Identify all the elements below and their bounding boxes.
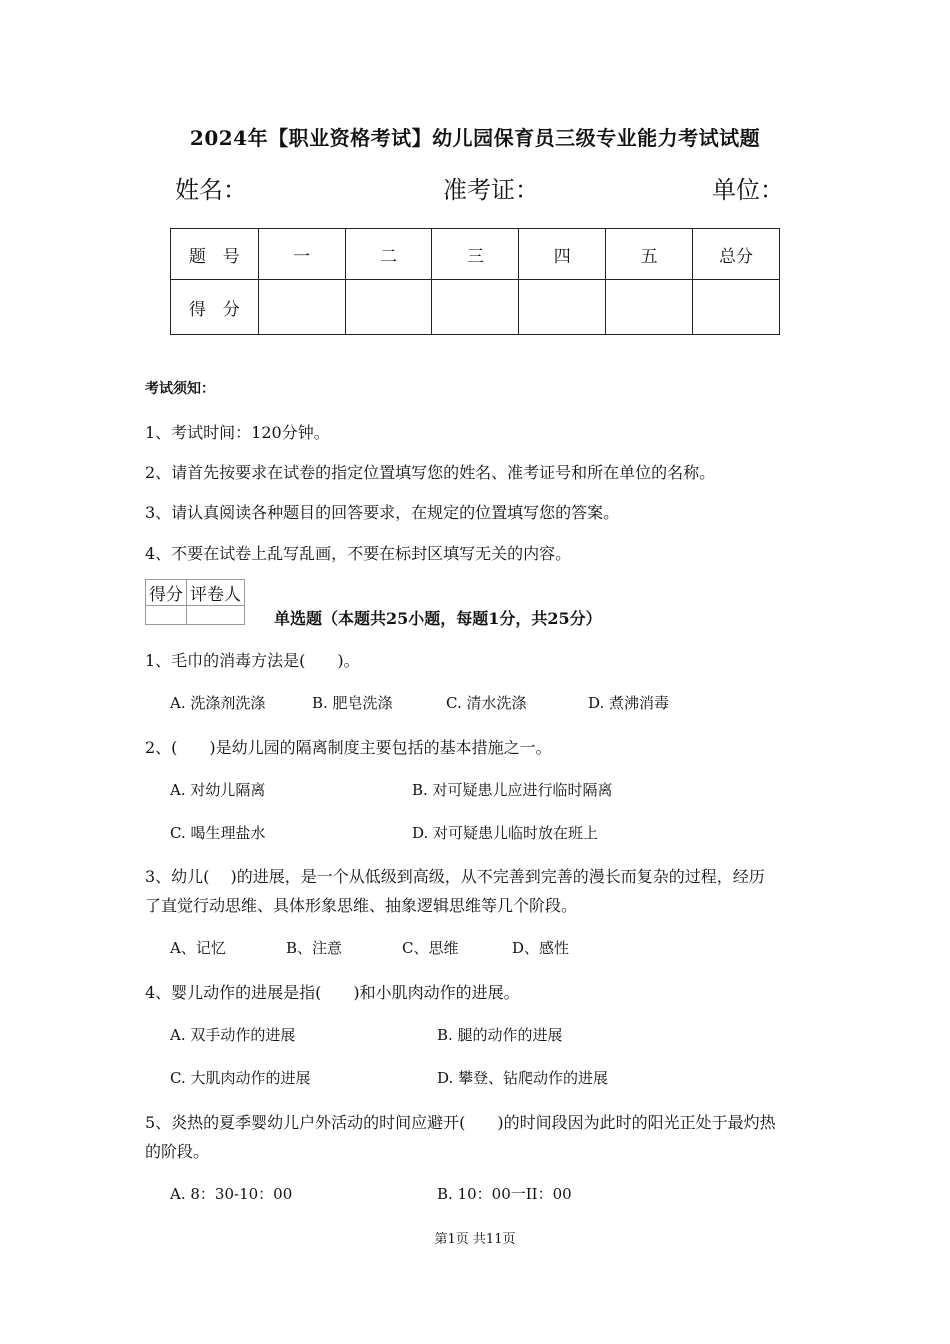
score-table-header-cell: 总分 [693, 229, 780, 280]
notice-item: 1、考试时间：120分钟。 [145, 423, 330, 442]
option-c: C. 清水洗涤 [446, 694, 527, 712]
option-a: A. 洗涤剂洗涤 [170, 694, 266, 712]
name-label: 姓名： [175, 176, 247, 204]
option-d: D. 煮沸消毒 [588, 694, 670, 712]
option-a: A. 8：30-10：00 [170, 1185, 293, 1203]
option-b: B. 10：00一II：00 [437, 1185, 572, 1203]
option-b: B. 腿的动作的进展 [437, 1026, 563, 1044]
score-table-header-cell: 四 [519, 229, 606, 280]
score-cell[interactable] [432, 280, 519, 335]
score-table-header-cell: 二 [345, 229, 432, 280]
score-row-label: 得 分 [171, 280, 259, 335]
option-d: D、感性 [512, 939, 570, 957]
unit-label: 单位： [712, 176, 784, 204]
notice-item: 3、请认真阅读各种题目的回答要求，在规定的位置填写您的答案。 [145, 503, 620, 522]
notice-item: 2、请首先按要求在试卷的指定位置填写您的姓名、准考证号和所在单位的名称。 [145, 463, 716, 482]
option-c: C、思维 [402, 939, 459, 957]
option-d: D. 攀登、钻爬动作的进展 [437, 1069, 609, 1087]
score-table [170, 228, 780, 335]
question-text: 4、婴儿动作的进展是指( )和小肌肉动作的进展。 [145, 983, 520, 1002]
score-table-header-cell: 一 [258, 229, 345, 280]
option-a: A. 对幼儿隔离 [170, 781, 266, 799]
grader-reviewer-label: 评卷人 [187, 580, 245, 606]
question-text: 2、( )是幼儿园的隔离制度主要包括的基本措施之一。 [145, 738, 552, 757]
question-text-continued: 的阶段。 [145, 1142, 210, 1161]
page-footer: 第1页 共11页 [434, 1232, 516, 1247]
exam-id-label: 准考证： [443, 176, 539, 204]
grader-score-label: 得分 [146, 580, 187, 606]
option-b: B. 对可疑患儿应进行临时隔离 [412, 781, 613, 799]
score-cell[interactable] [258, 280, 345, 335]
score-table-header-row [171, 229, 780, 280]
grader-box [145, 579, 245, 625]
score-cell[interactable] [345, 280, 432, 335]
score-table-header-cell: 题 号 [171, 229, 259, 280]
page-title: 2024年【职业资格考试】幼儿园保育员三级专业能力考试试题 [189, 126, 761, 150]
option-a: A. 双手动作的进展 [170, 1026, 296, 1044]
notice-heading: 考试须知： [145, 381, 215, 397]
question-text: 5、炎热的夏季婴幼儿户外活动的时间应避开( )的时间段因为此时的阳光正处于最灼热 [145, 1113, 776, 1132]
score-table-header-cell: 三 [432, 229, 519, 280]
score-cell[interactable] [693, 280, 780, 335]
notice-item: 4、不要在试卷上乱写乱画，不要在标封区填写无关的内容。 [145, 544, 572, 563]
question-text: 1、毛巾的消毒方法是( )。 [145, 651, 360, 670]
grader-score-cell[interactable] [146, 606, 187, 625]
option-d: D. 对可疑患儿临时放在班上 [412, 824, 599, 842]
option-a: A、记忆 [170, 939, 226, 957]
option-b: B、注意 [286, 939, 343, 957]
option-c: C. 喝生理盐水 [170, 824, 266, 842]
option-c: C. 大肌肉动作的进展 [170, 1069, 311, 1087]
option-b: B. 肥皂洗涤 [312, 694, 393, 712]
score-table-header-cell: 五 [606, 229, 693, 280]
grader-reviewer-cell[interactable] [187, 606, 245, 625]
section-title: 单选题（本题共25小题，每题1分，共25分） [274, 609, 602, 628]
score-cell[interactable] [519, 280, 606, 335]
score-table-score-row [171, 280, 780, 335]
question-text-continued: 了直觉行动思维、具体形象思维、抽象逻辑思维等几个阶段。 [145, 896, 578, 915]
score-cell[interactable] [606, 280, 693, 335]
question-text: 3、幼儿( )的进展，是一个从低级到高级，从不完善到完善的漫长而复杂的过程，经历 [145, 867, 765, 886]
